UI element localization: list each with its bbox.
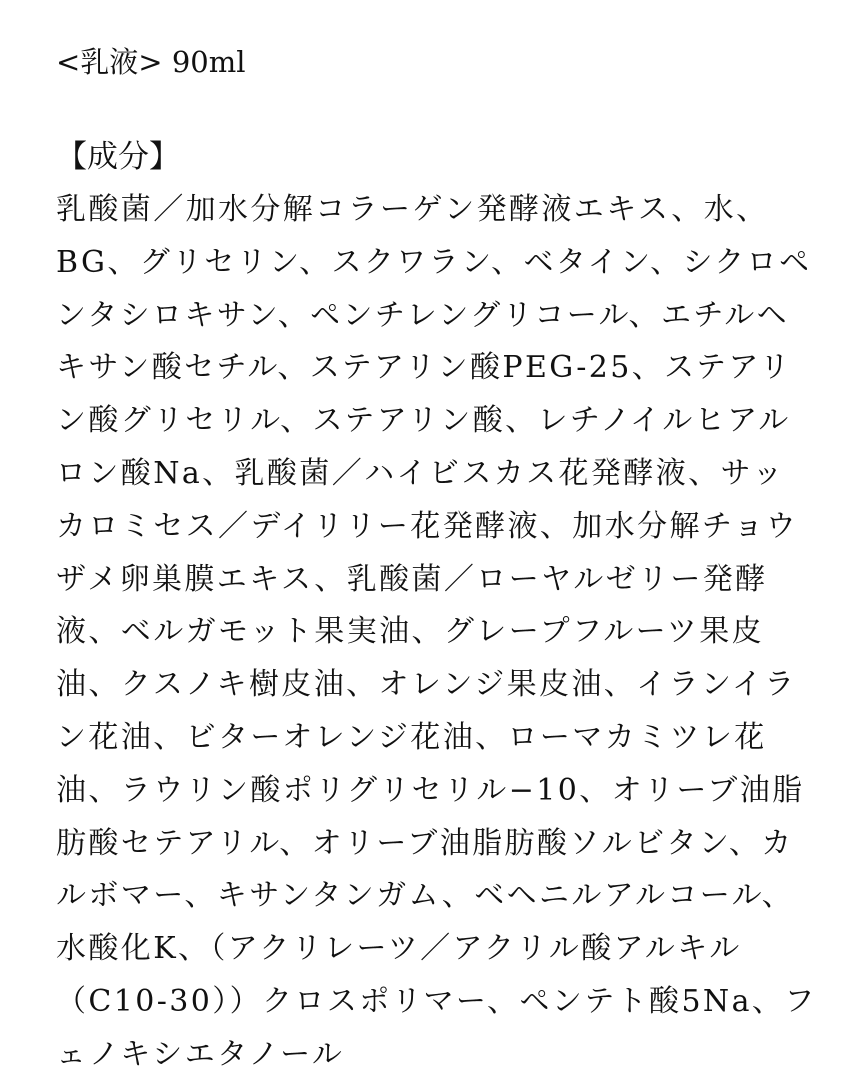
product-title: <乳液> 90ml [56,45,246,79]
ingredient-line: 水酸化K、（アクリレーツ／アクリル酸アルキル [56,931,742,967]
ingredient-line: ン花油、ビターオレンジ花油、ローマカミツレ花 [56,719,767,755]
ingredient-line: ェノキシエタノール [56,1036,345,1072]
ingredient-line: 油、ラウリン酸ポリグリセリル−10、オリーブ油脂 [56,772,805,808]
ingredient-line: ン酸グリセリル、ステアリン酸、レチノイルヒアル [56,403,791,439]
ingredient-line: カロミセス／デイリリー花発酵液、加水分解チョウ [56,508,799,544]
ingredient-line: ルボマー、キサンタンガム、ベヘニルアルコール、 [56,878,794,914]
ingredient-line: 油、クスノキ樹皮油、オレンジ果皮油、イランイラ [56,667,797,703]
ingredient-line: ザメ卵巣膜エキス、乳酸菌／ローヤルゼリー発酵 [56,561,768,597]
ingredient-line: （C10-30））クロスポリマー、ペンテト酸5Na、フ [56,983,817,1019]
ingredient-line: キサン酸セチル、ステアリン酸PEG-25、ステアリ [56,350,792,386]
ingredient-line: 乳酸菌／加水分解コラーゲン発酵液エキス、水、 [56,192,769,227]
ingredient-line: ロン酸Na、乳酸菌／ハイビスカス花発酵液、サッ [56,455,785,491]
ingredient-line: 肪酸セテアリル、オリーブ油脂肪酸ソルビタン、カ [56,825,794,861]
ingredient-line: 液、ベルガモット果実油、グレープフルーツ果皮 [56,614,764,650]
ingredients-heading: 【成分】 [56,139,180,175]
ingredient-line: ンタシロキサン、ペンチレングリコール、エチルヘ [56,297,790,333]
ingredient-line: BG、グリセリン、スクワラン、ベタイン、シクロペ [56,244,812,280]
ingredient-list [56,184,856,1082]
